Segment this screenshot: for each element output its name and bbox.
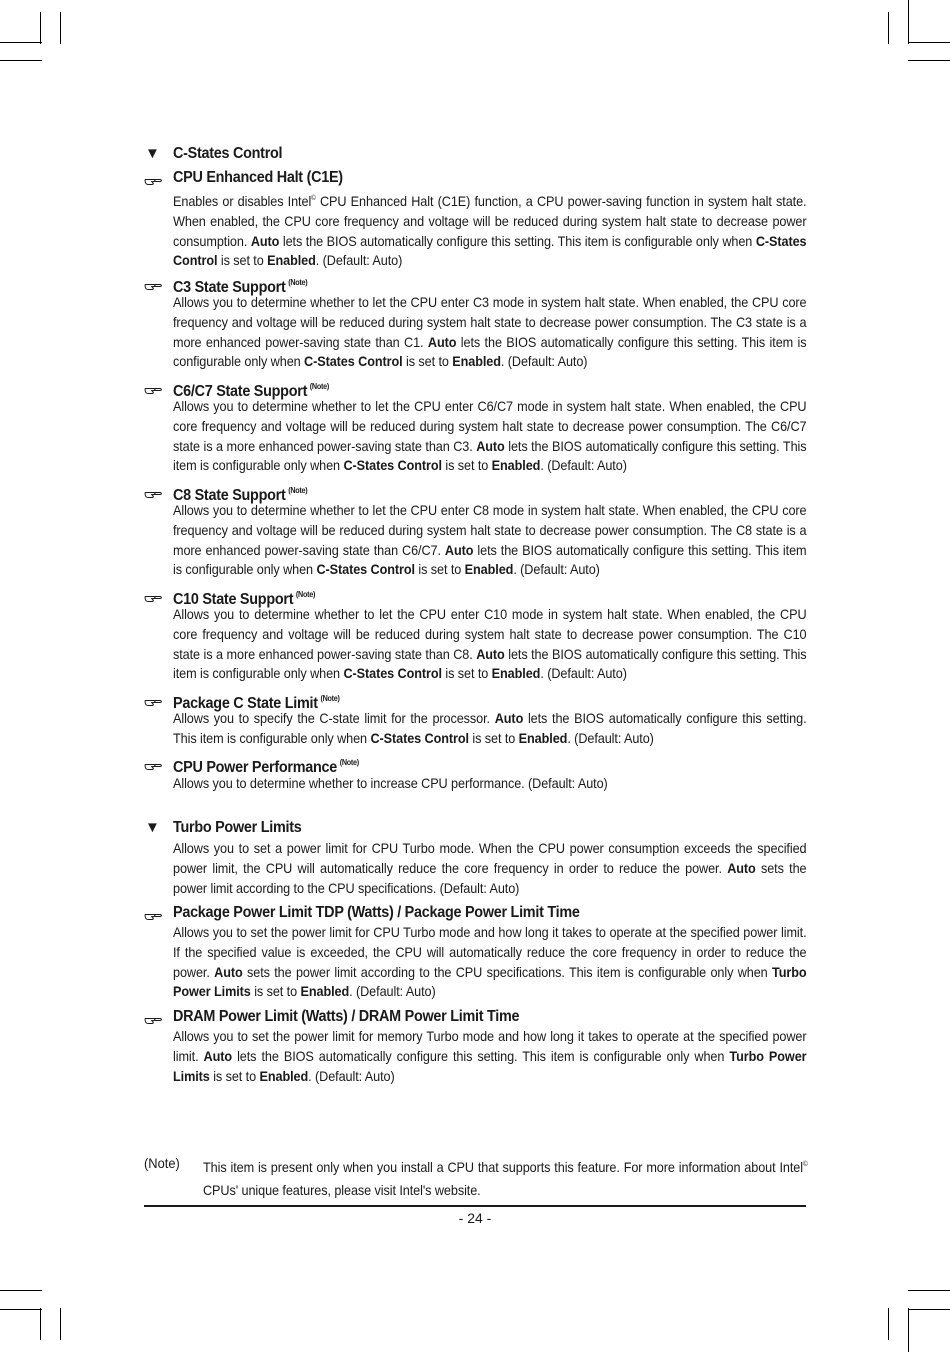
bold-term: Auto: [476, 645, 505, 662]
crop-mark: [908, 1309, 950, 1310]
text-run: . (Default: Auto): [349, 983, 436, 1000]
section-heading: [173, 168, 343, 188]
text-run: CPUs' unique features, please visit Intel's website.: [203, 1182, 481, 1198]
section-description: [173, 709, 807, 749]
bold-term: Enabled: [518, 729, 568, 746]
pointing-hand-icon: [144, 382, 162, 392]
section-description: [173, 774, 807, 794]
section-description: [173, 1027, 807, 1086]
text-run: sets the power limit according to the CPU specifications. (Default: Auto): [173, 859, 807, 896]
text-run: . (Default: Auto): [540, 457, 627, 474]
section-title: CPU Power Performance: [173, 759, 337, 776]
text-run: Allows you to set a power limit for CPU Turbo mode. When the CPU power consumption exceeds the specified power limit, the CPU will automatically reduce the core frequency in order to reduce the power.: [173, 840, 807, 876]
crop-mark: [0, 1309, 42, 1310]
section-title: C10 State Support: [173, 591, 294, 608]
section-heading: [173, 144, 282, 164]
text-run: is set to: [402, 353, 453, 370]
triangle-down-icon: ▼: [145, 819, 160, 836]
crop-mark: [908, 1308, 909, 1352]
crop-mark: [908, 0, 909, 44]
bold-term: Enabled: [491, 457, 541, 474]
text-run: Allows you to set the power limit for CPU Turbo mode and how long it takes to operate at the specified power limit. If the specified value is exceeded, the CPU will automatically reduce the core frequency in order to reduce the power.: [173, 924, 807, 980]
bold-term: C-States Control: [343, 665, 442, 682]
section-title: Turbo Power Limits: [173, 819, 302, 836]
note-marker: (Note): [288, 486, 308, 495]
bold-term: Auto: [214, 963, 243, 980]
bold-term: Auto: [494, 710, 524, 726]
bold-term: Auto: [727, 859, 756, 876]
section-title: C8 State Support: [173, 487, 286, 504]
text-run: Allows you to determine whether to let the CPU enter C6/C7 mode in system halt state. When enabled, the CPU core frequency and voltage will be reduced during system halt state to decrease power consumption. The C6/C7 state is a more enhanced power-saving state than C3.: [173, 398, 807, 454]
section-title: C3 State Support: [173, 279, 286, 296]
crop-mark: [908, 42, 950, 43]
text-run: lets the BIOS automatically configure this setting. This item is configurable only when: [173, 541, 807, 578]
crop-mark: [888, 12, 889, 44]
text-run: is set to: [209, 1067, 260, 1084]
superscript: ©: [311, 195, 316, 202]
text-run: This item is present only when you install a CPU that supports this feature. For more information about Intel: [203, 1159, 803, 1175]
text-run: . (Default: Auto): [308, 1067, 395, 1084]
text-run: Allows you to specify the C-state limit for the processor.: [173, 710, 495, 726]
section-title: CPU Enhanced Halt (C1E): [173, 169, 343, 186]
note-marker: (Note): [320, 694, 340, 703]
bold-term: C-States Control: [370, 729, 469, 746]
text-run: is set to: [441, 665, 492, 682]
text-run: . (Default: Auto): [540, 665, 627, 682]
crop-mark: [60, 1308, 61, 1340]
section-title: DRAM Power Limit (Watts) / DRAM Power Limit Time: [173, 1008, 520, 1025]
bold-term: Enabled: [452, 353, 501, 370]
crop-mark: [40, 1308, 41, 1340]
section-heading: [173, 1007, 519, 1027]
crop-mark: [0, 42, 42, 43]
section-description: [173, 397, 807, 476]
text-run: is set to: [217, 252, 268, 269]
text-run: Allows you to determine whether to let the CPU enter C8 mode in system halt state. When enabled, the CPU core frequency and voltage will be reduced during system halt state to decrease power consumption. The C8 state is a more enhanced power-saving state than C6/C7.: [173, 502, 807, 558]
section-description: [173, 501, 807, 580]
text-run: is set to: [441, 457, 492, 474]
text-run: . (Default: Auto): [500, 353, 588, 370]
text-run: . (Default: Auto): [567, 729, 654, 746]
note-marker: (Note): [288, 278, 308, 287]
bold-term: Turbo Power Limits: [173, 1047, 807, 1084]
text-run: lets the BIOS automatically configure this setting. This item is configurable only when: [232, 1047, 730, 1064]
section-description: [173, 923, 807, 1002]
pointing-hand-icon: [144, 486, 162, 496]
note-marker: (Note): [339, 758, 359, 767]
bold-term: Enabled: [464, 561, 514, 578]
footnote-label: (Note): [144, 1155, 180, 1171]
section-title: Package Power Limit TDP (Watts) / Package Power Limit Time: [173, 904, 580, 921]
text-run: . (Default: Auto): [315, 252, 403, 269]
text-run: Enables or disables Intel: [173, 193, 312, 209]
crop-mark: [0, 60, 42, 61]
text-run: is set to: [414, 561, 465, 578]
bold-term: C-States Control: [173, 232, 807, 269]
pointing-hand-icon: [144, 694, 162, 704]
text-run: is set to: [250, 983, 301, 1000]
section-description: [173, 293, 807, 372]
pointing-hand-icon: [144, 1012, 162, 1022]
crop-mark: [888, 1308, 889, 1340]
footnote-text: [203, 1153, 808, 1202]
text-run: lets the BIOS automatically configure this setting. This item is configurable only when: [173, 645, 807, 682]
bold-term: C-States Control: [304, 353, 403, 370]
section-title: C6/C7 State Support: [173, 383, 308, 400]
bold-term: Auto: [444, 541, 474, 558]
section-heading: [173, 903, 580, 923]
crop-mark: [60, 12, 61, 44]
section-description: [173, 189, 807, 271]
bold-term: Turbo Power Limits: [173, 963, 807, 1000]
bold-term: Auto: [250, 232, 280, 249]
text-run: is set to: [468, 729, 519, 746]
page-number: - 24 -: [458, 1210, 492, 1226]
bold-term: Auto: [476, 437, 505, 454]
pointing-hand-icon: [144, 758, 162, 768]
text-run: Allows you to determine whether to let the CPU enter C3 mode in system halt state. When enabled, the CPU core frequency and voltage will be reduced during system halt state to decrease power consumption. The C3 state is a more enhanced power-saving state than C1.: [173, 294, 807, 350]
bold-term: Auto: [427, 333, 457, 350]
bold-term: Auto: [203, 1047, 233, 1064]
section-title: C-States Control: [173, 145, 283, 162]
text-run: Allows you to determine whether to increase CPU performance. (Default: Auto): [173, 775, 608, 791]
text-run: Allows you to determine whether to let the CPU enter C10 mode in system halt state. When enabled, the CPU core frequency and voltage will be reduced during system halt state to decrease power consumption. The C10 state is a more enhanced power-saving state than C8.: [173, 606, 807, 662]
pointing-hand-icon: [144, 173, 162, 183]
bold-term: C-States Control: [316, 561, 415, 578]
bold-term: Enabled: [300, 983, 350, 1000]
crop-mark: [40, 12, 41, 44]
section-title: Package C State Limit: [173, 695, 318, 712]
text-run: CPU Enhanced Halt (C1E) function, a CPU power-saving function in system halt state. When enabled, the CPU core frequency and voltage will be reduced during system halt state to decrease power consumption.: [173, 193, 807, 249]
crop-mark: [908, 1290, 950, 1291]
pointing-hand-icon: [144, 590, 162, 600]
pointing-hand-icon: [144, 908, 162, 918]
text-run: lets the BIOS automatically configure this setting. This item is configurable only when: [173, 333, 807, 370]
section-heading: [173, 818, 301, 838]
text-run: lets the BIOS automatically configure this setting. This item is configurable only when: [173, 710, 807, 746]
footer-rule: [144, 1205, 806, 1207]
text-run: lets the BIOS automatically configure this setting. This item is configurable only when: [279, 232, 756, 249]
section-description: [173, 839, 807, 898]
note-marker: (Note): [309, 382, 329, 391]
bold-term: Enabled: [259, 1067, 309, 1084]
crop-mark: [0, 1290, 42, 1291]
text-run: sets the power limit according to the CPU specifications. This item is configurable only when: [242, 963, 772, 980]
note-marker: (Note): [295, 590, 316, 599]
bold-term: Enabled: [267, 252, 316, 269]
bold-term: C-States Control: [343, 457, 442, 474]
pointing-hand-icon: [144, 278, 162, 288]
text-run: lets the BIOS automatically configure this setting. This item is configurable only when: [173, 437, 807, 474]
triangle-down-icon: ▼: [145, 145, 160, 162]
section-description: [173, 605, 807, 684]
crop-mark: [908, 60, 950, 61]
bold-term: Enabled: [491, 665, 541, 682]
text-run: . (Default: Auto): [513, 561, 600, 578]
text-run: Allows you to set the power limit for memory Turbo mode and how long it takes to operate at the specified power limit.: [173, 1028, 807, 1064]
superscript: ©: [802, 1161, 808, 1168]
